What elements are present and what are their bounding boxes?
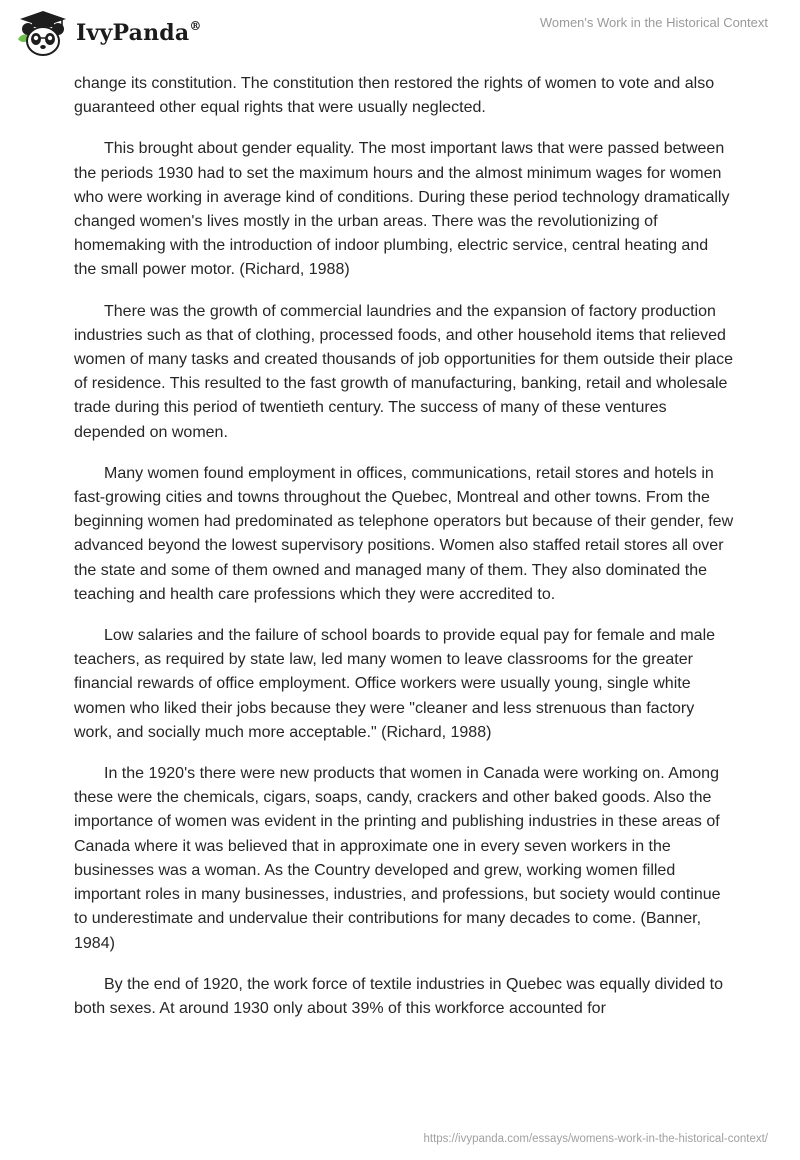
registered-mark: ® [189, 18, 202, 33]
paragraph: There was the growth of commercial laundries and the expansion of factory production industries such as that of clothing, processed foods, and other household items that relieved women of many tasks and created thousands of job opportunities for them outside their place of residence. This resulted to the fast growth of manufacturing, banking, retail and wholesale trade during this period of twentieth century. The success of many of these ventures depended on women. [74, 302, 734, 441]
document-title: Women's Work in the Historical Context [539, 15, 768, 30]
brand-name-text: IvyPanda [76, 20, 190, 46]
panda-graduation-cap-icon [16, 9, 70, 57]
paragraph: By the end of 1920, the work force of textile industries in Quebec was equally divided to both sexes. At around 1930 only about 39% of this workforce accounted for [74, 975, 724, 1017]
paragraph: This brought about gender equality. The most important laws that were passed between the periods 1930 had to set the maximum hours and the almost minimum wages for women who were working in average kind of conditions. During these period technology dramatically changed women's lives mostly in the urban areas. There was the revolutionizing of homemaking with the introduction of indoor plumbing, electric service, central heating and the small power motor. (Richard, 1988) [74, 140, 730, 279]
paragraph: Low salaries and the failure of school boards to provide equal pay for female and male teachers, as required by state law, led many women to leave classrooms for the greater financial rewards of office employment. Office workers were usually young, single white women who liked their jobs because they were "cleaner and less strenuous than factory work, and socially much more acceptable." (Richard, 1988) [74, 627, 716, 741]
essay-body [74, 72, 734, 1038]
page-header [0, 0, 800, 70]
brand-name [76, 20, 202, 46]
ivypanda-logo[interactable] [16, 8, 202, 58]
paragraph: change its constitution. The constitution then restored the rights of women to vote and also guaranteed other equal rights that were usually neglected. [74, 75, 715, 117]
source-url-link[interactable]: https://ivypanda.com/essays/womens-work-in-the-historical-context/ [423, 1133, 768, 1145]
paragraph: In the 1920's there were new products that women in Canada were working on. Among these were the chemicals, cigars, soaps, candy, crackers and other baked goods. Also the importance of women was evident in the printing and publishing industries in these areas of Canada where it was believed that in approximate one in every seven workers in the businesses was a woman. As the Country developed and grew, working women filled important roles in many businesses, industries, and professions, but society would continue to underestimate and undervalue their contributions for many decades to come. (Banner, 1984) [74, 765, 721, 952]
paragraph: Many women found employment in offices, communications, retail stores and hotels in fast-growing cities and towns throughout the Quebec, Montreal and other towns. From the beginning women had predominated as telephone operators but because of their gender, few advanced beyond the lowest supervisory positions. Women also staffed retail stores all over the state and some of them owned and managed many of them. They also dominated the teaching and health care professions which they were accredited to. [74, 464, 734, 603]
